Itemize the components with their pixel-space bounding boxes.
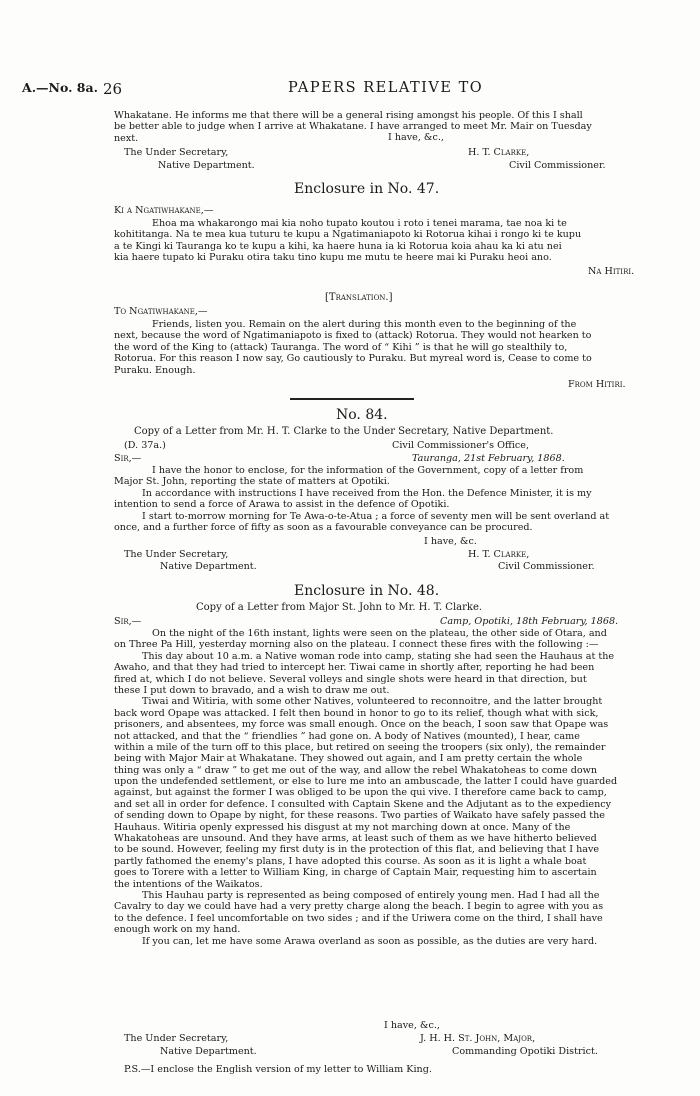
text-line: This day about 10 a.m. a Native woman rode into camp, stating she had seen the Hauhaus at the [142, 650, 615, 662]
signer: From Hitiri. [568, 379, 626, 390]
text-line: against, but against the former I was obliged to be upon the qui vive. I therefore came back to camp, [114, 787, 607, 799]
text-line: I have the honor to enclose, for the information of the Government, copy of a letter from [152, 465, 584, 476]
text-line: Hauhaus. Witiria openly expressed his disgust at my not marching down at once. Many of the [114, 821, 571, 833]
reference: (D. 37a.) [124, 440, 166, 451]
section-heading: Enclosure in No. 48. [294, 583, 440, 599]
page-title: PAPERS RELATIVE TO [288, 80, 484, 96]
addressee: The Under Secretary, [124, 549, 229, 560]
text-line: being with Major Mair at Whakatane. They showed out again, and I am pretty certain the whole [114, 753, 583, 765]
addressee-dept: Native Department. [160, 1046, 257, 1057]
text-line: Tiwai and Witiria, with some other Natives, volunteered to reconnoitre, and the latter brought [142, 696, 603, 708]
text-line: not attacked, and that the “ friendlies ” had gone on. A body of Natives (mounted), I hear, came [114, 730, 580, 742]
text-line: once, and a further force of fifty as soon as a favourable conveyance can be procured. [114, 521, 533, 533]
text-line: Major St. John, reporting the state of matters at Opotiki. [114, 476, 390, 488]
text-line: I start to-morrow morning for Te Awa-o-te-Atua ; a force of seventy men will be sent overland at [142, 510, 610, 522]
text-line: prisoners, and absentees, my force was small enough. Once on the beach, I soon saw that Opape was [114, 719, 609, 731]
maori-text-block [114, 218, 633, 264]
section-heading: No. 84. [336, 407, 388, 423]
text-line: to the defence. I feel uncomfortable on two sides ; and if the Uriwera come on the third, I shall have [114, 912, 603, 924]
page-number: 26 [103, 80, 123, 98]
section-heading: Enclosure in No. 47. [294, 181, 440, 197]
letter-body [114, 465, 633, 533]
text-line: within a mile of the turn off to this place, but retired on seeing the troopers (six only), the remainder [114, 741, 606, 753]
salutation: Sir,— [114, 616, 142, 627]
text-line: intention to send a force of Arawa to assist in the defence of Opotiki. [114, 499, 450, 511]
text-line: This Hauhau party is represented as being composed of entirely young men. Had I had all the [142, 889, 600, 901]
salutation: Ki a Ngatiwhakane,— [114, 205, 214, 216]
letter-body [114, 628, 633, 947]
letter-date: Camp, Opotiki, 18th February, 1868. [440, 616, 619, 627]
text-line: and set all in order for defence. I consulted with Captain Skene and the Adjutant as to the expediency [114, 798, 612, 810]
addressee: The Under Secretary, [124, 1033, 229, 1044]
office: Civil Commissioner's Office, [392, 440, 529, 451]
section-divider [290, 398, 414, 400]
text-line: to be sound. However, feeling my first duty is in the protection of this flat, and believing that I have [114, 844, 600, 856]
signer: H. T. Clarke, [468, 147, 530, 158]
translation-label: [Translation.] [325, 292, 393, 303]
signer: J. H. H. St. John, Major, [420, 1033, 536, 1044]
letter-subtitle: Copy of a Letter from Major St. John to Mr. H. T. Clarke. [196, 602, 483, 613]
text-line: Whakatane. He informs me that there will be a general rising amongst his people. Of this I shall [114, 110, 583, 121]
text-line: fired at, which I do not believe. Several volleys and single shots were heard in that direction, but [114, 673, 587, 685]
signer: Na Hitiri. [588, 266, 635, 277]
signer-title: Civil Commissioner. [509, 160, 606, 171]
postscript: P.S.—I enclose the English version of my letter to William King. [124, 1064, 432, 1075]
translation-text-block [114, 319, 633, 376]
text-line: kohititanga. Na te mea kua tuturu te kupu a Ngatimaniapoto ki Rotorua kihai i rongo ki te kupu [114, 229, 582, 241]
closing: I have, &c., [384, 1020, 440, 1031]
text-line: be better able to judge when I arrive at Whakatane. I have arranged to meet Mr. Mair on Tuesday [114, 121, 592, 133]
signer: H. T. Clarke, [468, 549, 530, 560]
text-line: a te Kingi ki Tauranga ko te kupu a kihi, ka haere huna ia ki Rotorua koia ahau ka ki atu nei [114, 240, 562, 252]
text-line: these I put down to bravado, and a wish to draw me out. [114, 684, 390, 696]
letter-subtitle: Copy of a Letter from Mr. H. T. Clarke to the Under Secretary, Native Department. [134, 426, 554, 437]
addressee-dept: Native Department. [158, 160, 255, 171]
text-line: Friends, listen you. Remain on the alert during this month even to the beginning of the [152, 319, 577, 330]
series-number: A.—No. 8a. [22, 80, 98, 95]
text-line: of sending down to Opape by night, for these reasons. Two parties of Waikato have safely passed the [114, 810, 605, 822]
text-line: If you can, let me have some Arawa overland as soon as possible, as the duties are very hard. [142, 935, 598, 947]
text-line: Cavalry to day we could have had a very pretty charge along the beach. I begin to agree with you as [114, 901, 604, 913]
letter-date: Tauranga, 21st February, 1868. [412, 453, 565, 464]
text-line: On the night of the 16th instant, lights were seen on the plateau, the other side of Otara, and [152, 628, 607, 639]
signer-title: Civil Commissioner. [498, 561, 595, 572]
letter-end-block [114, 110, 633, 144]
closing: I have, &c., [388, 132, 444, 143]
text-line: upon the undefended settlement, or else to lure me into an ambuscade, the latter I could have guarded [114, 776, 618, 788]
text-line: Rotorua. For this reason I now say, Go cautiously to Puraku. But myreal word is, Cease to come to [114, 353, 592, 365]
salutation: Sir,— [114, 453, 142, 464]
text-line: back word Opape was attacked. I felt then bound in honor to go to its relief, though what with sick, [114, 707, 599, 719]
text-line: Puraku. Enough. [114, 364, 196, 376]
text-line: enough work on my hand. [114, 924, 241, 936]
text-line: partly fathomed the enemy's plans, I have adopted this course. As soon as it is light a whale boat [114, 855, 587, 867]
text-line: goes to Torere with a letter to William King, in charge of Captain Mair, requesting him to ascertain [114, 867, 597, 879]
text-line: Whakatoheas are unsound. And they have arms, at least such of them as we have hitherto believed [114, 833, 597, 845]
text-line: the intentions of the Waikatos. [114, 878, 263, 890]
signer-title: Commanding Opotiki District. [452, 1046, 598, 1057]
text-line: on Three Pa Hill, yesterday morning also on the plateau. I connect these fires with the following :— [114, 639, 599, 651]
text-line: thing was only a “ draw ” to get me out of the way, and allow the rebel Whakatoheas to come down [114, 764, 598, 776]
text-line: next. [114, 132, 139, 144]
text-line: next, because the word of Ngatimaniapoto is fixed to (attack) Rotorua. They would not hearken to [114, 330, 592, 342]
addressee-dept: Native Department. [160, 561, 257, 572]
text-line: Ehoa ma whakarongo mai kia noho tupato koutou i roto i tenei marama, tae noa ki te [152, 218, 567, 229]
text-line: In accordance with instructions I have received from the Hon. the Defence Minister, it is my [142, 487, 592, 499]
text-line: kia haere tupato ki Puraku otira taku tino kupu me mutu te heere mai ki Puraku heoi ano. [114, 252, 552, 264]
salutation: To Ngatiwhakane,— [114, 306, 208, 317]
addressee: The Under Secretary, [124, 147, 229, 158]
closing: I have, &c. [424, 536, 477, 547]
text-line: Awaho, and that they had tried to intercept her. Tiwai came in shortly after, reporting he had been [114, 662, 595, 674]
text-line: the word of the King to (attack) Tauranga. The word of “ Kihi ” is that he will go stealthily to, [114, 341, 568, 353]
